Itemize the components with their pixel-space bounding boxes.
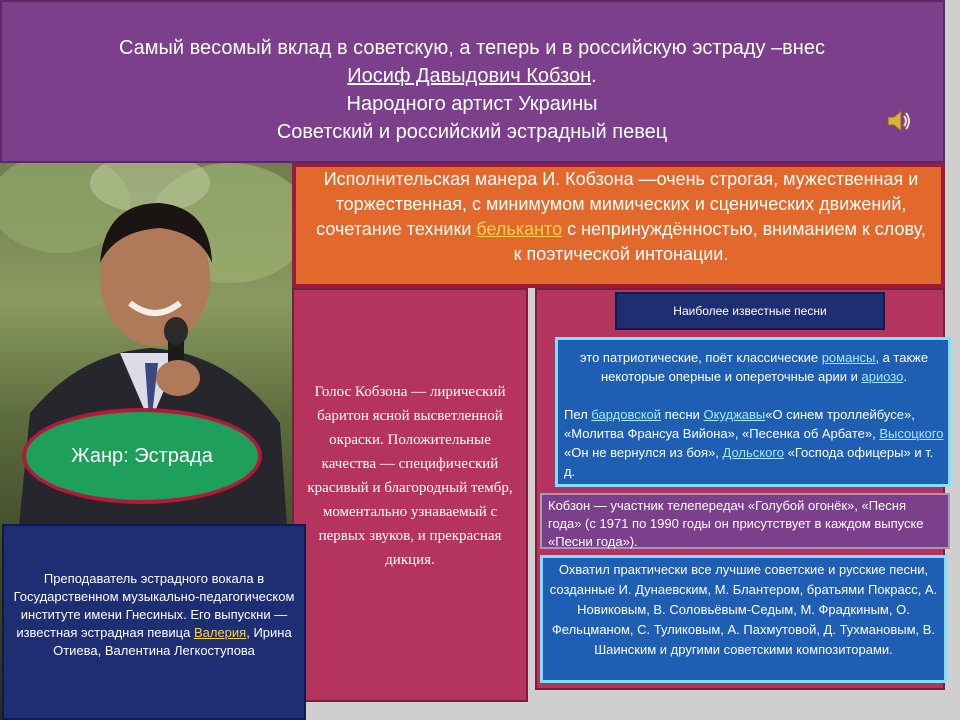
bard-link[interactable]: бардовской xyxy=(591,407,662,422)
songs-p2-c: «О синем троллейбусе», «Молитва Франсуа Вийона», «Песенка об Арбате», xyxy=(564,407,915,441)
title-line-4: Советский и российский эстрадный певец xyxy=(276,121,668,143)
genre-badge: Жанр: Эстрада xyxy=(22,408,262,504)
songs-paragraph-1 xyxy=(564,348,944,386)
manner-text-start: Исполнительская манера И. Кобзона —очень строгая, мужественная и торжественная, с минимумом мимических и сценических движений, сочетание техники xyxy=(316,169,919,239)
belcanto-link[interactable]: бельканто xyxy=(476,219,563,239)
manner-text-end: с непринуждённостью, вниманием к слову, к поэтической интонации. xyxy=(513,219,926,264)
teacher-text-start: Преподаватель эстрадного вокала в Государственном музыкально-педагогическом институте имени Гнесиных. Его выпускни — известная эстрадная певица xyxy=(13,571,295,640)
title-line-3: Народного артист Украины xyxy=(346,93,598,115)
songs-p2-e: «Господа офицеры» и т. д. xyxy=(564,445,934,479)
romances-link[interactable]: романсы xyxy=(821,350,876,365)
voice-text: Голос Кобзона — лирический баритон ясной высветленной окраски. Положительные качества — специфический красивый и благородный тембр, моментально узнаваемый с первых звуков, и прекрасная дикция. xyxy=(307,384,513,568)
singer-name-link[interactable]: Иосиф Давыдович Кобзон xyxy=(347,65,592,87)
valeriya-link[interactable]: Валерия xyxy=(193,625,247,640)
okudzhava-link[interactable]: Окуджавы xyxy=(703,407,766,422)
songs-p2-d: «Он не вернулся из боя», xyxy=(564,445,723,460)
songs-p1-mid: , а также некоторые оперные и опереточные арии и xyxy=(601,350,929,384)
manner-box xyxy=(292,163,945,288)
songs-p2-a: Пел xyxy=(564,407,592,422)
title-name-suffix: . xyxy=(591,65,597,87)
tv-box: Кобзон — участник телепередач «Голубой огонёк», «Песня года» (с 1971 по 1990 годы он присутствует в каждом выпуске «Песни года»). xyxy=(540,493,950,549)
vysotsky-link[interactable]: Высоцкого xyxy=(879,426,944,441)
songs-paragraph-2 xyxy=(564,405,944,481)
dolsky-link[interactable]: Дольского xyxy=(722,445,785,460)
speaker-icon[interactable] xyxy=(884,106,914,136)
teacher-box xyxy=(2,524,306,720)
title-line-2 xyxy=(42,62,902,90)
slide-title xyxy=(42,34,902,146)
songs-p2-b: песни xyxy=(661,407,704,422)
manner-text xyxy=(316,167,926,267)
title-band xyxy=(0,0,945,163)
songs-p1-start: это патриотические, поёт классические xyxy=(579,350,822,365)
teacher-text-end: , Ирина Отиева, Валентина Легкоступова xyxy=(53,625,292,658)
songs-box xyxy=(555,337,951,487)
songs-p1-end: . xyxy=(903,369,907,384)
voice-box xyxy=(292,288,528,702)
arioso-link[interactable]: ариозо xyxy=(861,369,904,384)
songs-header: Наиболее известные песни xyxy=(615,292,885,330)
title-line-1: Самый весомый вклад в советскую, а теперь и в российскую эстраду –внес xyxy=(119,37,825,59)
composers-box: Охватил практически все лучшие советские и русские песни, созданные И. Дунаевским, М. Блантером, братьями Покрасс, А. Новиковым, В. Соловьёвым-Седым, М. Фрадкиным, О. Фельцманом, С. Туликовым, А. Пахмутовой, Д. Тухмановым, В. Шаинским и другими советскими композиторами. xyxy=(540,555,947,683)
